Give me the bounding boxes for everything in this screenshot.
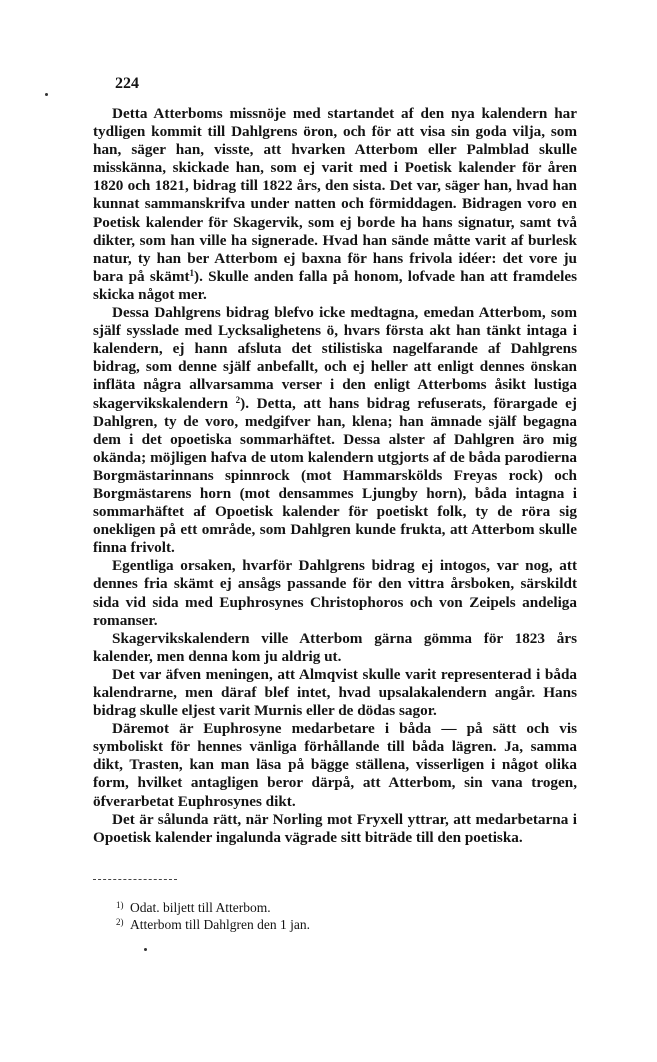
footnote-2-mark: 2) — [116, 916, 124, 927]
footnote-1 — [116, 900, 310, 917]
scan-speck — [144, 948, 147, 951]
paragraph-2-text-cont: ). Detta, att hans bidrag refuserats, förargade ej Dahlgren, ty de voro, medgifver han, klena; han ämnade själf begagna dem i det opoetiska sommarhäftet. Dessa alster af Dahlgren äro mig okända; möjligen hafva de utom kalendern utgjorts af de båda parodierna Borgmästarinnans spinnrock (mot Hammarskölds Freyas rock) och Borgmästarens horn (mot densammes Ljungby horn), båda intagna i sommarhäftet af Opoetisk kalender för poetiskt folk, ty de röra sig onekligen på ett område, som Dahlgren kunde frukta, att Atterbom skulle finna frivolt. — [93, 394, 577, 557]
paragraph-4: Skagervikskalendern ville Atterbom gärna gömma för 1823 års kalender, men denna kom ju aldrig ut. — [93, 629, 577, 665]
paragraph-5: Det var äfven meningen, att Almqvist skulle varit representerad i båda kalendrarne, men däraf blef intet, hvad upsalakalendern angår. Hans bidrag skulle eljest varit Murnis eller de dödas sagor. — [93, 665, 577, 720]
body-text — [93, 105, 577, 847]
footnotes — [116, 900, 310, 933]
paragraph-1-text: Detta Atterboms missnöje med startandet af den nya kalendern har tydligen kommit till Dahlgrens öron, och för att visa sin goda vilja, som han, säger han, visste, att hvarken Atterbom eller Palmblad skulle misskänna, skickade han, som ej varit med i Poetisk kalender för åren 1820 och 1821, bidrag till 1822 års, den sista. Det var, säger han, hvad han kunnat sammanskrifva under natten och förmiddagen. Bidragen voro en Poetisk kalender för Skagervik, som ej borde ha hans signatur, samt två dikter, som han ville ha signerade. Hvad han sände måtte varit af burlesk natur, ty han ber Atterbom ej baxna för hans frivola idéer: det vore ju bara på skämt — [93, 105, 577, 285]
footnote-2 — [116, 916, 310, 934]
paragraph-3: Egentliga orsaken, hvarför Dahlgrens bidrag ej intogos, var nog, att dennes fria skämt ej ansågs passande för den vittra årsboken, särskildt sida vid sida med Euphrosynes Christophoros och von Zeipels andeliga romanser. — [93, 557, 577, 629]
footnote-1-text: Odat. biljett till Atterbom. — [130, 900, 271, 915]
scan-speck — [45, 93, 48, 96]
footnote-1-mark: 1) — [116, 900, 124, 910]
paragraph-6: Däremot är Euphrosyne medarbetare i båda — på sätt och vis symboliskt för hennes vänliga förhållande till båda lägren. Ja, samma dikt, Trasten, kan man läsa på bägge ställena, visserligen i något olika form, hvilket antagligen beror därpå, att Atterbom, sin vana trogen, öfverarbetat Euphrosynes dikt. — [93, 720, 577, 810]
paragraph-2-text: Dessa Dahlgrens bidrag blefvo icke medtagna, emedan Atterbom, som själf sysslade med Lycksalighetens ö, hvars första akt han tänkt intaga i kalendern, ej hann afsluta det stilistiska nagelfarande af Dahlgrens bidrag, som denne själf anbefallt, och ej heller att enligt dennes önskan infläta några allvarsamma verser i den enligt Atterboms åsikt lustiga skagervikskalendern — [93, 304, 577, 412]
page-number: 224 — [115, 75, 139, 92]
footnote-1-number: 1 — [116, 900, 121, 910]
footnote-divider — [93, 879, 177, 880]
paragraph-1-text-cont: ). Skulle anden falla på honom, lofvade han att framdeles skicka något mer. — [93, 267, 577, 303]
paragraph-7: Det är sålunda rätt, när Norling mot Fryxell yttrar, att medarbetarna i Opoetisk kalender ingalunda vägrade sitt biträde till den poetiska. — [93, 810, 577, 846]
paragraph-1 — [93, 105, 577, 304]
footnote-ref-2: 2 — [235, 394, 241, 405]
paragraph-2 — [93, 304, 577, 557]
footnote-2-text: Atterbom till Dahlgren den 1 jan. — [130, 916, 310, 932]
footnote-2-number: 2 — [116, 916, 121, 927]
footnote-ref-1: 1 — [189, 267, 195, 278]
